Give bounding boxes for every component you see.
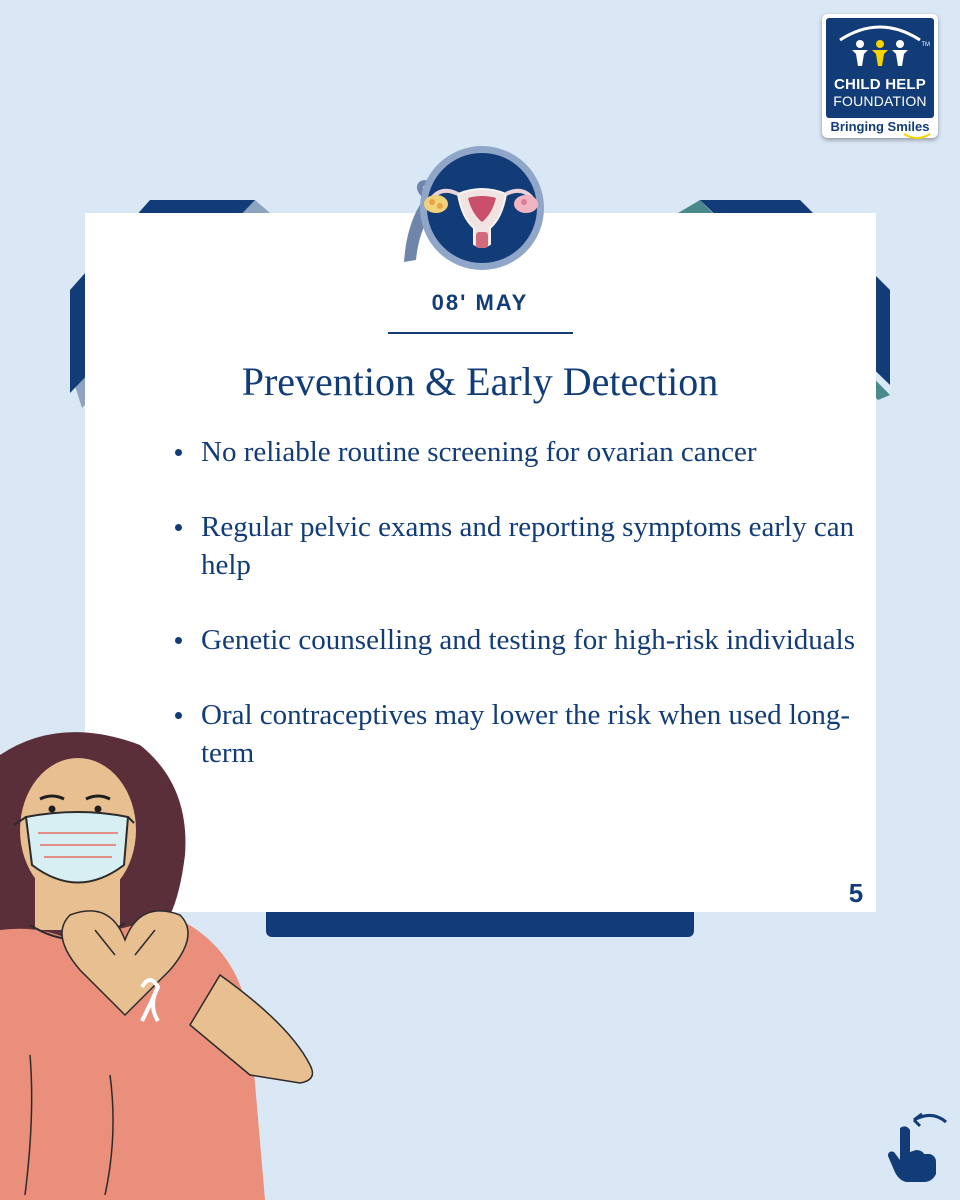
date-divider bbox=[388, 332, 573, 334]
list-item: Regular pelvic exams and reporting symptoms early can help bbox=[170, 508, 860, 584]
logo-line-1: CHILD HELP bbox=[834, 76, 926, 93]
date-label: 08' MAY bbox=[431, 290, 529, 315]
logo-smile-icon bbox=[902, 132, 932, 140]
logo-panel bbox=[826, 18, 934, 118]
list-item: Oral contraceptives may lower the risk when used long-term bbox=[170, 696, 860, 772]
uterus-ribbon-icon bbox=[398, 140, 554, 290]
card-footer-bar bbox=[266, 912, 694, 937]
logo-trademark: TM bbox=[921, 42, 930, 48]
list-item: Genetic counselling and testing for high-risk individuals bbox=[170, 621, 860, 659]
logo-people-icon bbox=[826, 18, 934, 76]
page-number: 5 bbox=[848, 878, 864, 908]
list-item: No reliable routine screening for ovarian cancer bbox=[170, 433, 860, 471]
woman-illustration bbox=[0, 725, 320, 1200]
page-title: Prevention & Early Detection bbox=[241, 359, 719, 404]
logo-slogan: Bringing Smiles bbox=[830, 119, 930, 134]
logo-line-2: FOUNDATION bbox=[833, 93, 927, 109]
child-help-foundation-logo bbox=[822, 14, 938, 138]
swipe-hand-icon[interactable] bbox=[880, 1106, 952, 1186]
